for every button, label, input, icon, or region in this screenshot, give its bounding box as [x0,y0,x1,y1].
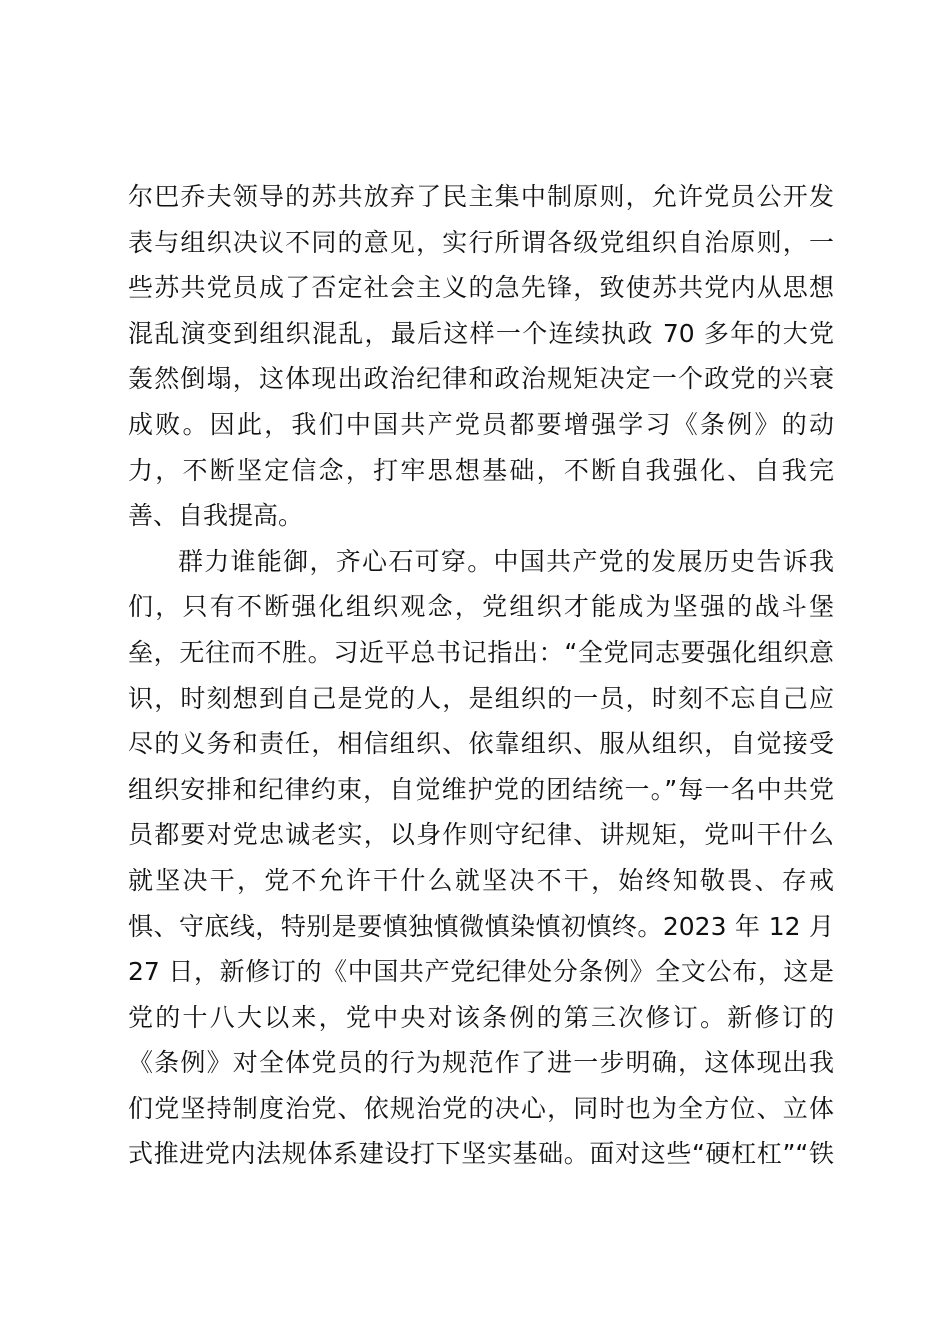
text-line: 们党坚持制度治党、依规治党的决心，同时也为全方位、立体 [128,1093,834,1123]
text-line: 善、自我提高。 [128,501,304,531]
text-line: 表与组织决议不同的意见，实行所谓各级党组织自治原则，一 [128,227,834,257]
text-line: 轰然倒塌，这体现出政治纪律和政治规矩决定一个政党的兴衰 [128,364,834,394]
text-line: 尽的义务和责任，相信组织、依靠组织、服从组织，自觉接受 [128,729,834,759]
text-line: 组织安排和纪律约束，自觉维护党的团结统一。”每一名中共党 [128,774,834,804]
text-line: 《条例》对全体党员的行为规范作了进一步明确，这体现出我 [128,1048,834,1078]
text-line: 们，只有不断强化组织观念，党组织才能成为坚强的战斗堡 [128,592,834,622]
text-line: 员都要对党忠诚老实，以身作则守纪律、讲规矩，党叫干什么 [128,820,834,850]
text-line: 识，时刻想到自己是党的人，是组织的一员，时刻不忘自己应 [128,683,834,713]
text-line: 混乱演变到组织混乱，最后这样一个连续执政 70 多年的大党 [128,318,834,348]
text-line: 党的十八大以来，党中央对该条例的第三次修订。新修订的 [128,1002,834,1032]
text-line: 些苏共党员成了否定社会主义的急先锋，致使苏共党内从思想 [128,273,834,303]
text-line: 式推进党内法规体系建设打下坚实基础。面对这些“硬杠杠”“铁 [128,1139,834,1169]
text-line: 惧、守底线，特别是要慎独慎微慎染慎初慎终。2023 年 12 月 [128,911,834,941]
text-line: 力，不断坚定信念，打牢思想基础，不断自我强化、自我完 [128,455,834,485]
text-line: 成败。因此，我们中国共产党员都要增强学习《条例》的动 [128,409,834,439]
text-line: 群力谁能御，齐心石可穿。中国共产党的发展历史告诉我 [178,546,834,576]
text-line: 垒，无往而不胜。习近平总书记指出：“全党同志要强化组织意 [128,637,834,667]
body-text [128,174,834,1177]
text-line: 尔巴乔夫领导的苏共放弃了民主集中制原则，允许党员公开发 [128,182,834,211]
paragraph-2 [128,539,834,1177]
text-line: 就坚决干，党不允许干什么就坚决不干，始终知敬畏、存戒 [128,865,834,895]
paragraph-1 [128,174,834,539]
text-line: 27 日，新修订的《中国共产党纪律处分条例》全文公布，这是 [128,957,834,987]
